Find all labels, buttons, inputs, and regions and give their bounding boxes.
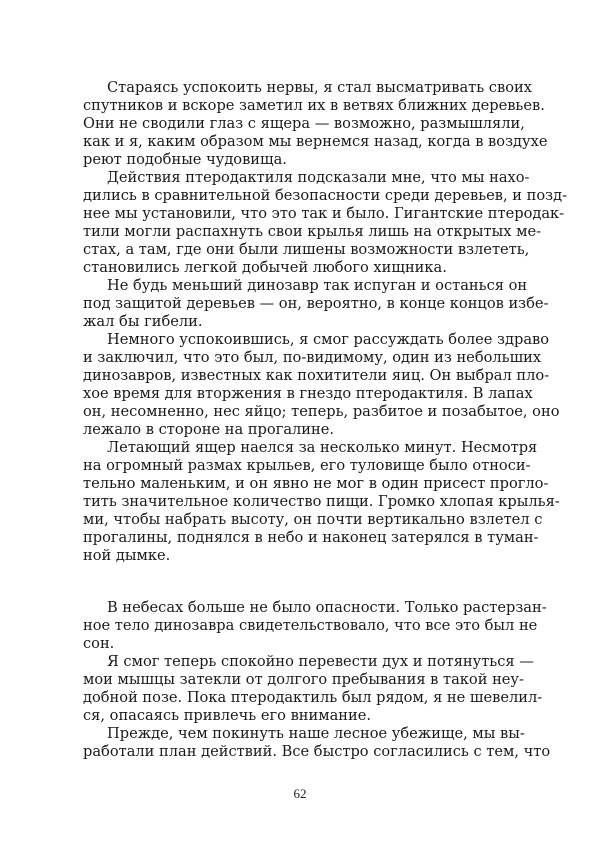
text-line: Летающий ящер наелся за несколько минут. Несмотря [107, 439, 538, 456]
text-line: становились легкой добычей любого хищника. [83, 259, 447, 276]
text-line: хое время для вторжения в гнездо птеродактиля. В лапах [83, 385, 533, 402]
text-line: лежало в стороне на прогалине. [83, 421, 335, 438]
paragraph [83, 725, 551, 761]
text-line: стах, а там, где они были лишены возможности взлететь, [83, 241, 530, 258]
text-line: мои мышцы затекли от долгого пребывания в такой неу- [83, 671, 524, 688]
text-line: как и я, каким образом мы вернемся назад, когда в воздухе [83, 133, 548, 150]
text-line: и заключил, что это был, по-видимому, один из небольших [83, 349, 542, 366]
text-line: ся, опасаясь привлечь его внимание. [83, 707, 372, 724]
text-line: ми, чтобы набрать высоту, он почти вертикально взлетел с [83, 511, 543, 528]
text-line: Не будь меньший динозавр так испуган и останься он [107, 277, 528, 294]
text-line: Они не сводили глаз с ящера — возможно, размышляли, [83, 115, 525, 132]
text-section-1 [83, 79, 568, 565]
text-section-2 [83, 599, 551, 761]
text-line: тить значительное количество пищи. Громко хлопая крылья- [83, 493, 560, 510]
text-line: дились в сравнительной безопасности среди деревьев, и позд- [83, 187, 568, 204]
text-line: он, несомненно, нес яйцо; теперь, разбитое и позабытое, оно [83, 403, 560, 420]
text-line: на огромный размах крыльев, его туловище было относи- [83, 457, 531, 474]
paragraph [83, 331, 560, 439]
text-line: Немного успокоившись, я смог рассуждать более здраво [107, 331, 550, 348]
paragraph [83, 277, 549, 331]
paragraph [83, 439, 560, 565]
text-line: добной позе. Пока птеродактиль был рядом, я не шевелил- [83, 689, 543, 706]
text-line: реют подобные чудовища. [83, 151, 287, 168]
paragraph [83, 599, 547, 653]
text-line: прогалины, поднялся в небо и наконец затерялся в туман- [83, 529, 539, 546]
text-line: Действия птеродактиля подсказали мне, что мы нахо- [107, 169, 530, 186]
text-line: под защитой деревьев — он, вероятно, в конце концов избе- [83, 295, 549, 312]
text-line: динозавров, известных как похитители яиц. Он выбрал пло- [83, 367, 550, 384]
text-line: жал бы гибели. [83, 313, 203, 330]
text-line: В небесах больше не было опасности. Только растерзан- [107, 599, 547, 616]
paragraph [83, 169, 568, 277]
text-line: нее мы установили, что это так и было. Гигантские птеродак- [83, 205, 565, 222]
text-line: тельно маленьким, и он явно не мог в один присест прогло- [83, 475, 549, 492]
page-number: 62 [293, 786, 307, 801]
text-line: Прежде, чем покинуть наше лесное убежище, мы вы- [107, 725, 525, 742]
text-line: тили могли распахнуть свои крылья лишь на открытых ме- [83, 223, 542, 240]
text-line: ное тело динозавра свидетельствовало, что все это был не [83, 617, 538, 634]
text-line: спутников и вскоре заметил их в ветвях ближних деревьев. [83, 97, 545, 114]
text-line: работали план действий. Все быстро согласились с тем, что [83, 743, 551, 760]
text-line: ной дымке. [83, 547, 171, 564]
text-line: Я смог теперь спокойно перевести дух и потянуться — [107, 653, 534, 670]
paragraph [83, 653, 543, 725]
paragraph [83, 79, 548, 169]
text-line: сон. [83, 635, 115, 652]
text-line: Стараясь успокоить нервы, я стал высматривать своих [107, 79, 532, 96]
